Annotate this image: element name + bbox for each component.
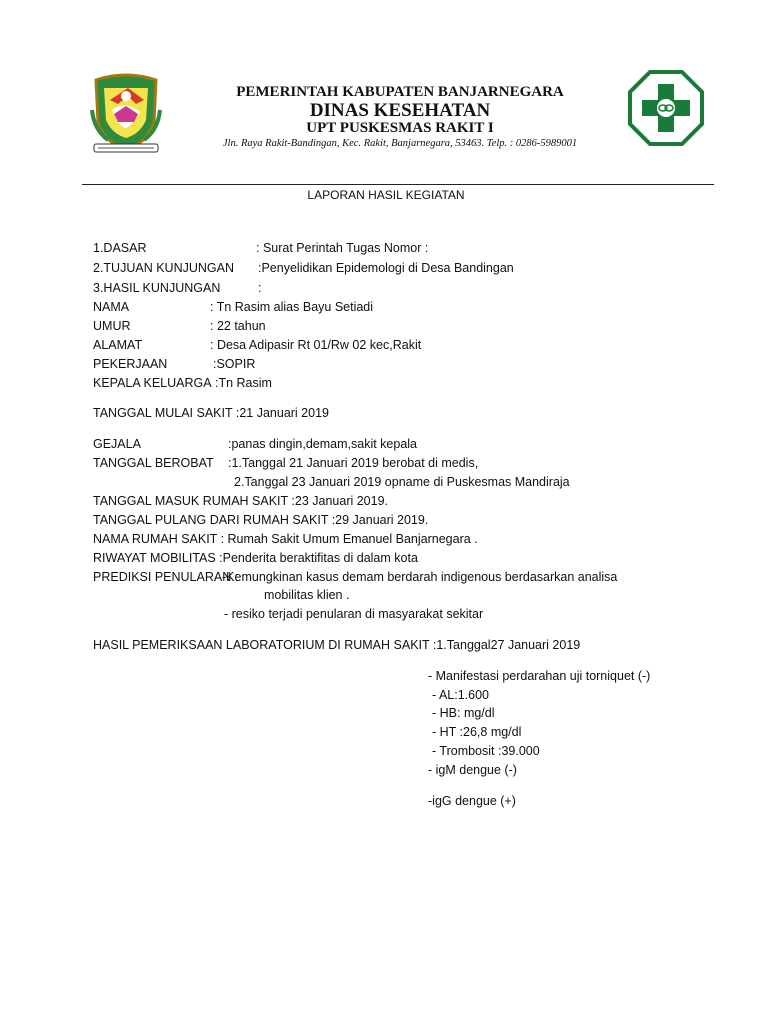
lab-result-item: - AL:1.600 [432, 688, 489, 702]
gejala-label: GEJALA [93, 437, 141, 451]
nama-value: : Tn Rasim alias Bayu Setiadi [210, 300, 374, 314]
pekerjaan-value: :SOPIR [213, 357, 256, 371]
dasar-value: : Surat Perintah Tugas Nomor : [256, 241, 429, 255]
letterhead-address: Jln. Raya Rakit-Bandingan, Kec. Rakit, Banjarnegara, 53463. Telp. : 0286-5989001 [222, 138, 578, 149]
letterhead-divider [82, 184, 714, 185]
document-title: LAPORAN HASIL KEGIATAN [307, 188, 465, 202]
tujuan-value: :Penyelidikan Epidemologi di Desa Bandingan [258, 261, 514, 275]
hasil-label: 3.HASIL KUNJUNGAN [93, 281, 221, 295]
nama-label: NAMA [93, 300, 130, 314]
dasar-label: 1.DASAR [93, 241, 147, 255]
lab-result-item: -igG dengue (+) [428, 794, 516, 808]
tanggal-pulang-rs: TANGGAL PULANG DARI RUMAH SAKIT :29 Januari 2019. [93, 513, 429, 527]
pekerjaan-label: PEKERJAAN [93, 357, 168, 371]
letterhead-agency: DINAS KESEHATAN [309, 100, 491, 121]
hasil-value: : [258, 281, 262, 295]
umur-value: : 22 tahun [210, 319, 266, 333]
letterhead-unit: UPT PUSKESMAS RAKIT I [306, 120, 494, 136]
gejala-value: :panas dingin,demam,sakit kepala [228, 437, 418, 451]
umur-label: UMUR [93, 319, 131, 333]
lab-result-item: - HT :26,8 mg/dl [432, 725, 522, 739]
prediksi-value-1: -Kemungkinan kasus demam berdarah indigenous berdasarkan analisa [222, 570, 618, 584]
lab-result-item: - Manifestasi perdarahan uji torniquet (-) [428, 669, 651, 683]
prediksi-value-3: - resiko terjadi penularan di masyarakat sekitar [224, 607, 484, 621]
lab-result-item: - HB: mg/dl [432, 706, 495, 720]
alamat-value: : Desa Adipasir Rt 01/Rw 02 kec,Rakit [210, 338, 422, 352]
tujuan-label: 2.TUJUAN KUNJUNGAN [93, 261, 234, 275]
riwayat-mobilitas: RIWAYAT MOBILITAS :Penderita beraktifitas di dalam kota [93, 551, 418, 565]
kepala-keluarga-label: KEPALA KELUARGA [93, 376, 212, 390]
lab-heading: HASIL PEMERIKSAAN LABORATORIUM DI RUMAH SAKIT :1.Tanggal27 Januari 2019 [93, 638, 581, 652]
tanggal-mulai-sakit: TANGGAL MULAI SAKIT :21 Januari 2019 [93, 406, 329, 420]
berobat-label: TANGGAL BEROBAT [93, 456, 214, 470]
berobat-value-2: 2.Tanggal 23 Januari 2019 opname di Puskesmas Mandiraja [234, 475, 570, 489]
prediksi-label: PREDIKSI PENULARAN : [93, 570, 239, 584]
nama-rumah-sakit: NAMA RUMAH SAKIT : Rumah Sakit Umum Emanuel Banjarnegara . [93, 532, 478, 546]
berobat-value-1: :1.Tanggal 21 Januari 2019 berobat di medis, [228, 456, 479, 470]
lab-result-item: - Trombosit :39.000 [432, 744, 540, 758]
kepala-keluarga-value: :Tn Rasim [215, 376, 272, 390]
letterhead-government: PEMERINTAH KABUPATEN BANJARNEGARA [236, 84, 564, 100]
tanggal-masuk-rs: TANGGAL MASUK RUMAH SAKIT :23 Januari 2019. [93, 494, 389, 508]
alamat-label: ALAMAT [93, 338, 143, 352]
prediksi-value-2: mobilitas klien . [264, 588, 350, 602]
lab-result-item: - igM dengue (-) [428, 763, 517, 777]
